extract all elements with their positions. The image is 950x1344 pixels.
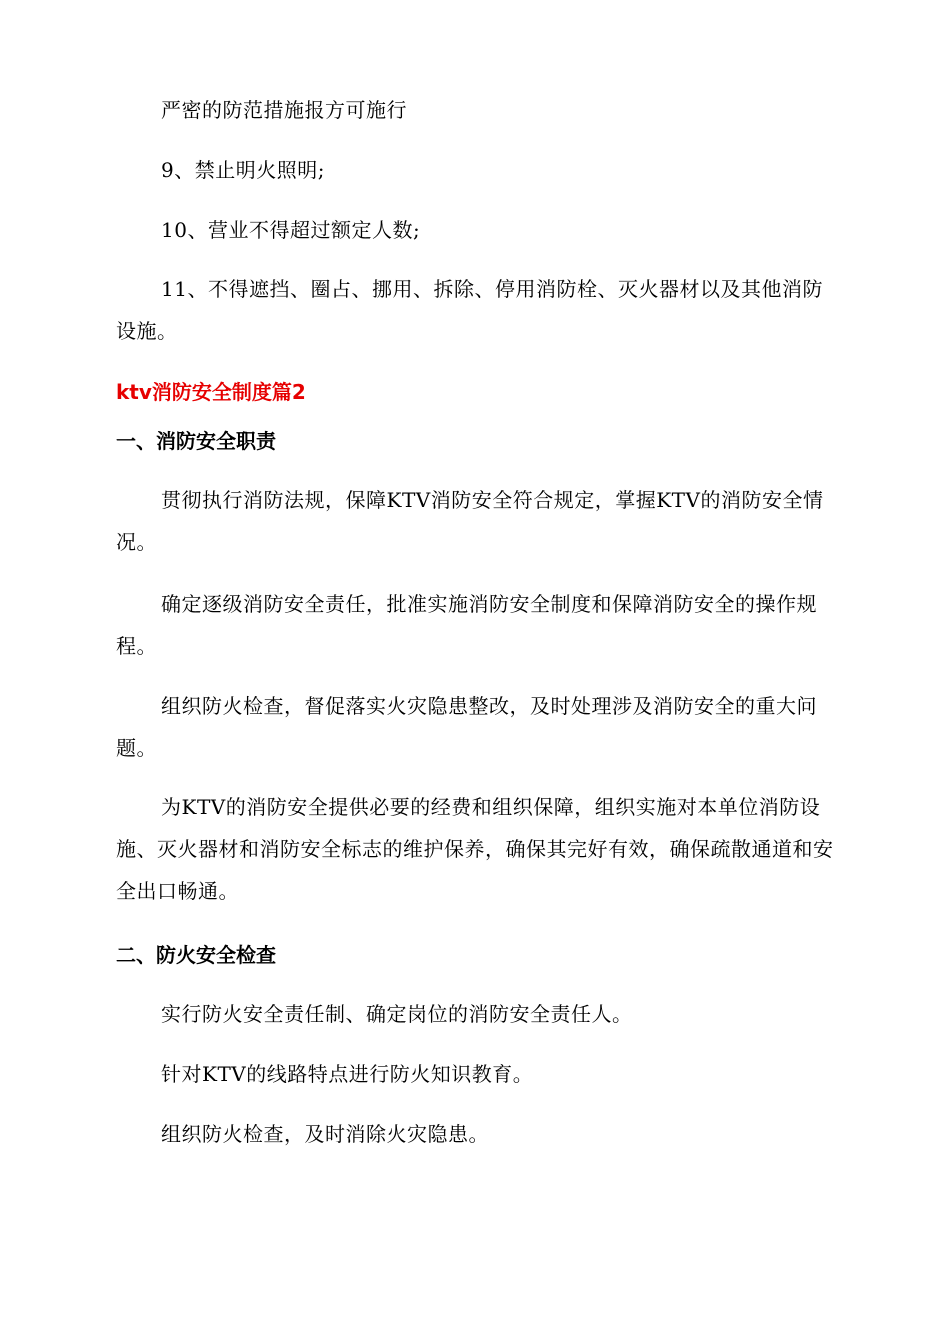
paragraph-duty-4: 为KTV的消防安全提供必要的经费和组织保障，组织实施对本单位消防设施、灭火器材和消防安全标志的维护保养，确保其完好有效，确保疏散通道和安全出口畅通。 xyxy=(116,795,834,903)
paragraph-duty-2: 确定逐级消防安全责任，批准实施消防安全制度和保障消防安全的操作规程。 xyxy=(116,592,817,658)
paragraph-continuation: 严密的防范措施报方可施行 xyxy=(161,98,407,122)
paragraph-duty-3: 组织防火检查，督促落实火灾隐患整改，及时处理涉及消防安全的重大问题。 xyxy=(116,694,817,760)
heading-fire-inspection: 二、防火安全检查 xyxy=(116,943,276,967)
list-item-11: 11、不得遮挡、圈占、挪用、拆除、停用消防栓、灭火器材以及其他消防设施。 xyxy=(116,277,823,343)
heading-fire-safety-duties: 一、消防安全职责 xyxy=(116,429,276,453)
paragraph-inspection-3: 组织防火检查，及时消除火灾隐患。 xyxy=(161,1122,489,1146)
paragraph-duty-1: 贯彻执行消防法规，保障KTV消防安全符合规定，掌握KTV的消防安全情况。 xyxy=(116,488,824,554)
list-item-10: 10、营业不得超过额定人数; xyxy=(161,218,421,242)
paragraph-inspection-2: 针对KTV的线路特点进行防火知识教育。 xyxy=(161,1062,534,1086)
section-title: ktv消防安全制度篇2 xyxy=(116,380,306,404)
list-item-9: 9、禁止明火照明; xyxy=(161,158,325,182)
paragraph-inspection-1: 实行防火安全责任制、确定岗位的消防安全责任人。 xyxy=(161,1002,633,1026)
